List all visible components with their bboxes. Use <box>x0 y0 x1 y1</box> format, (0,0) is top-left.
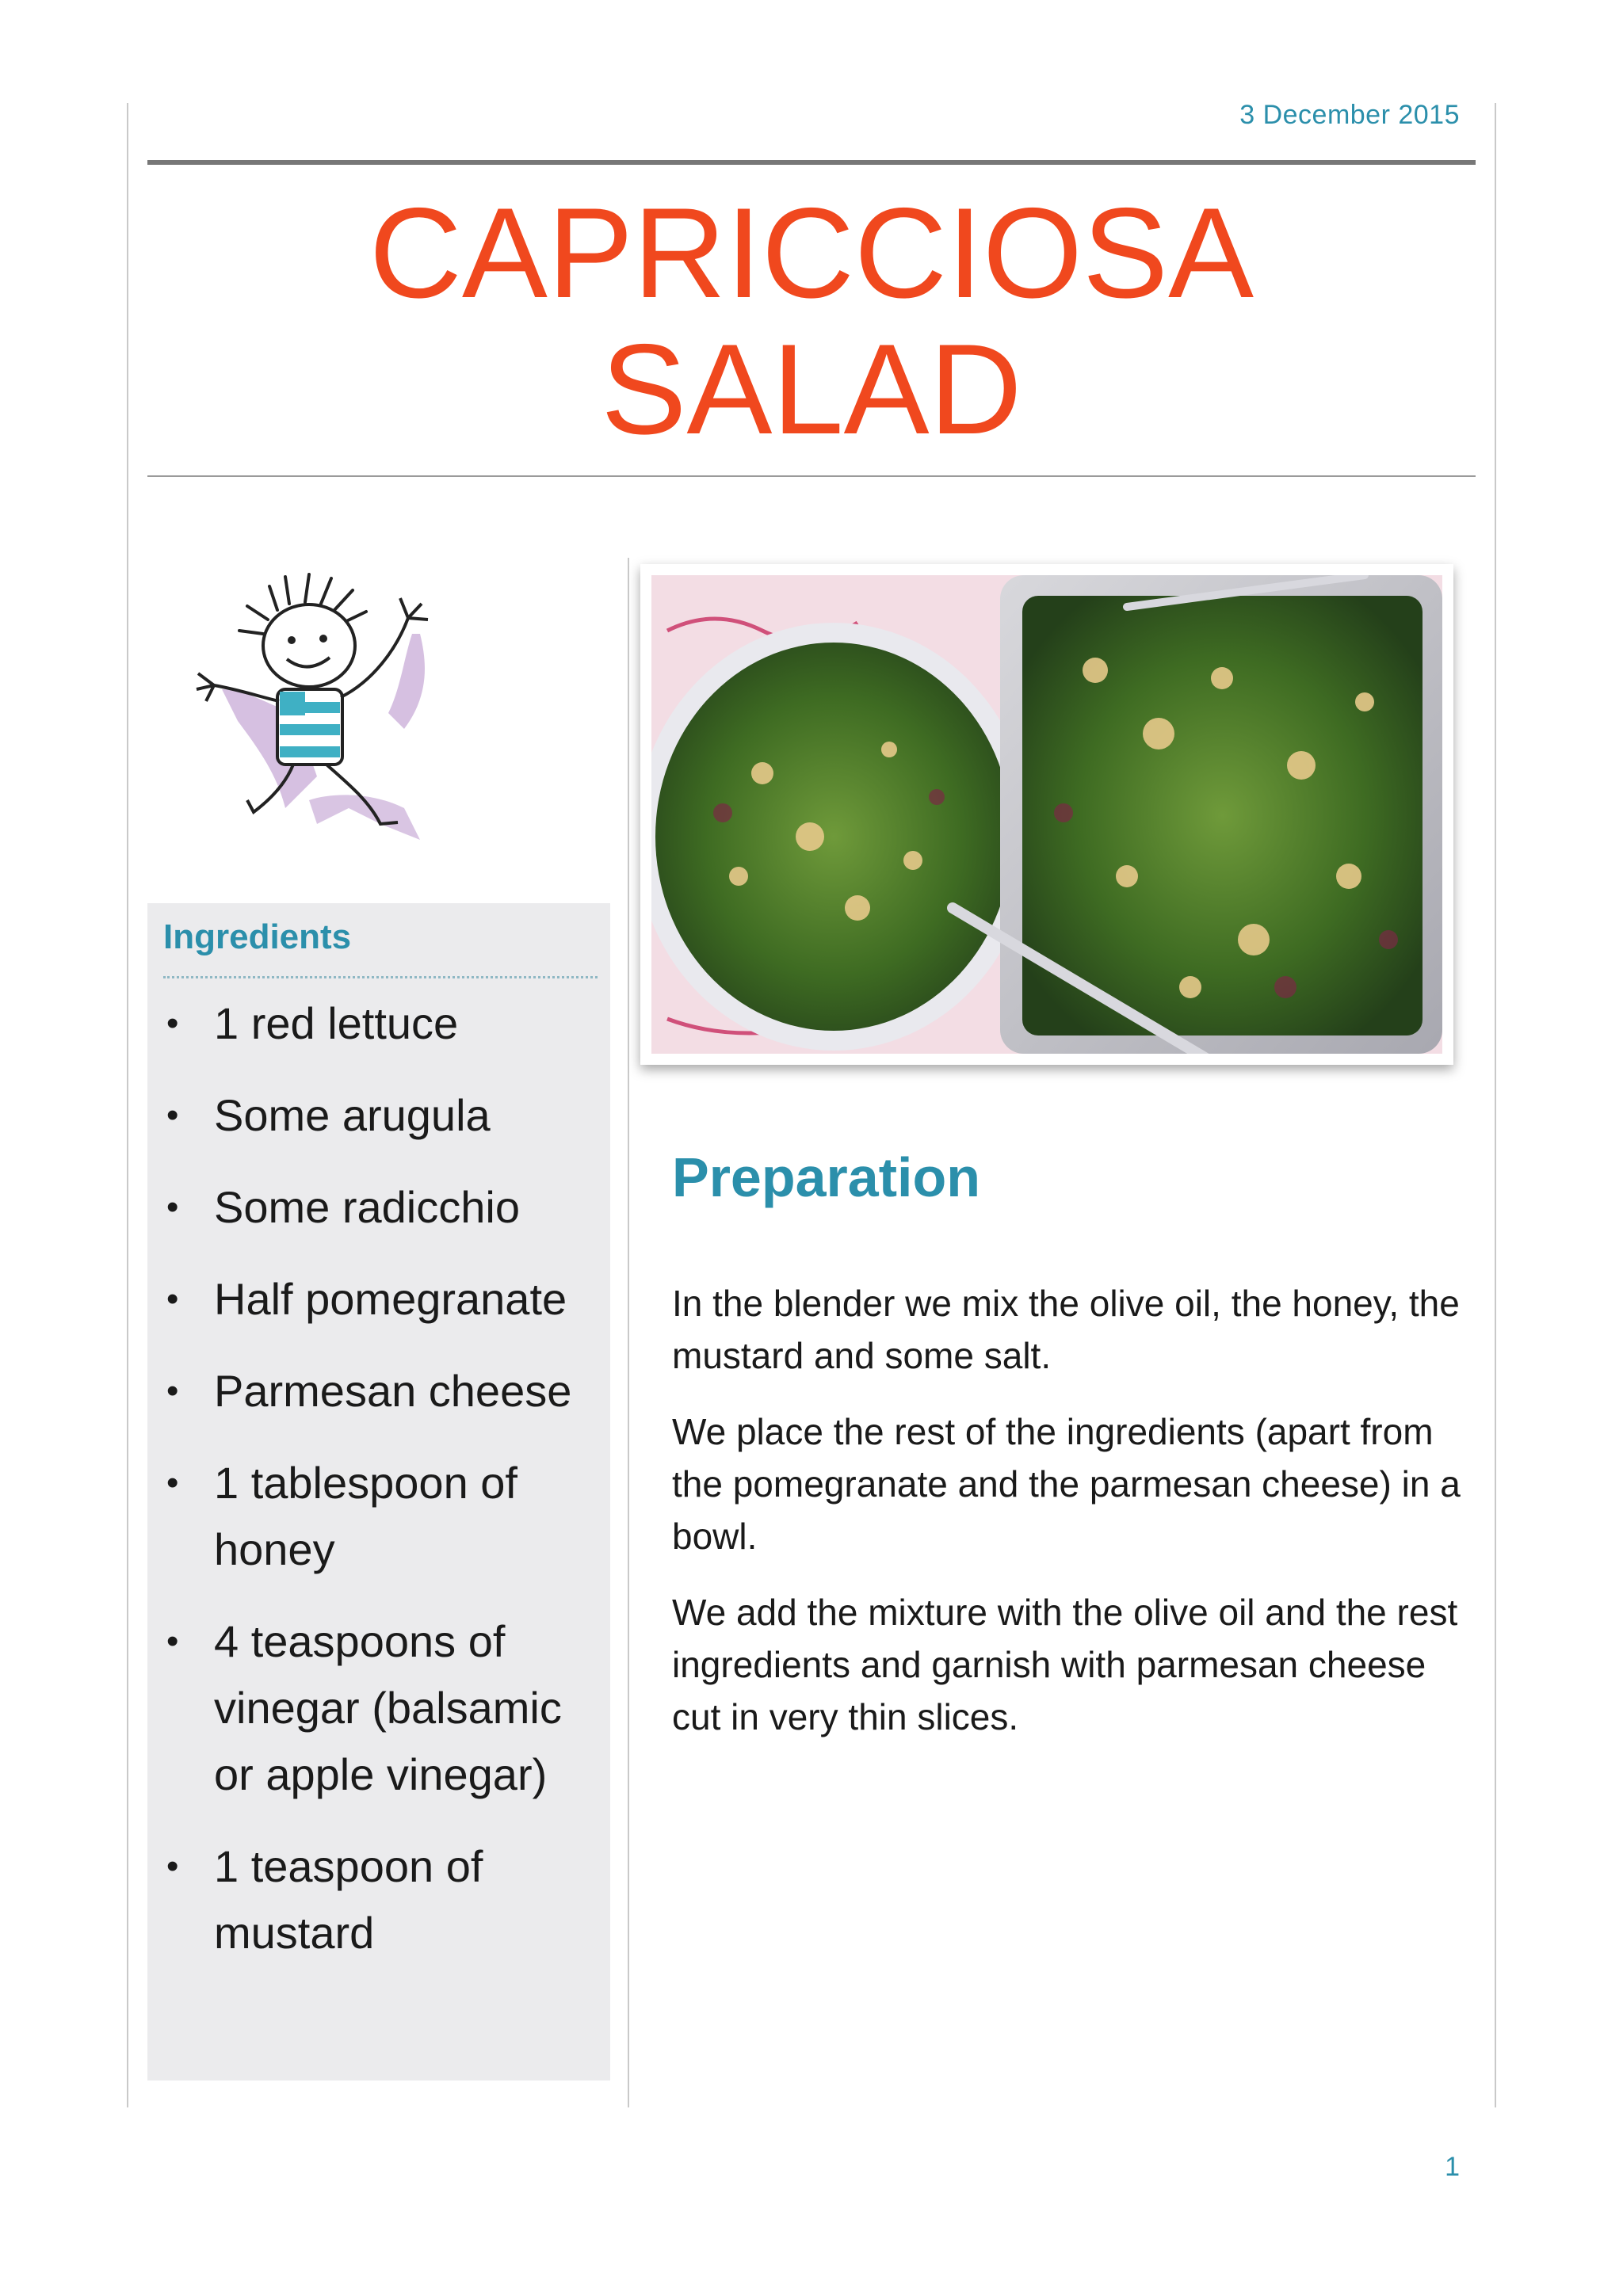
ingredient-item: • Half pomegranate <box>163 1266 607 1333</box>
ingredient-item: • Some arugula <box>163 1082 607 1149</box>
page-title <box>147 181 1476 461</box>
page-number: 1 <box>1445 2152 1460 2182</box>
jumping-child-illustration <box>190 570 539 856</box>
ingredients-heading: Ingredients <box>163 917 352 956</box>
ingredient-item: • 4 teaspoons of vinegar (balsamic or apple vinegar) <box>163 1608 607 1808</box>
preparation-heading: Preparation <box>672 1146 980 1208</box>
column-divider <box>628 558 629 2107</box>
title-line-2: SALAD <box>601 318 1022 461</box>
ingredient-item: • 1 red lettuce <box>163 990 607 1057</box>
document-date: 3 December 2015 <box>1239 100 1460 130</box>
preparation-step: In the blender we mix the olive oil, the honey, the mustard and some salt. <box>672 1283 1460 1376</box>
ingredient-item: • Parmesan cheese <box>163 1358 607 1425</box>
ingredient-item: • Some radicchio <box>163 1174 607 1241</box>
ingredients-divider <box>163 976 598 978</box>
preparation-step: We add the mixture with the olive oil and the rest ingredients and garnish with parmesan cheese cut in very thin slices. <box>672 1592 1458 1737</box>
page-frame-left <box>127 103 128 2107</box>
salad-photo <box>651 575 1442 1054</box>
ingredient-item: • 1 tablespoon of honey <box>163 1450 607 1583</box>
title-line-1: CAPRICCIOSA <box>369 181 1254 325</box>
ingredients-panel <box>147 903 610 2081</box>
title-rule <box>147 475 1476 477</box>
ingredient-item: • 1 teaspoon of mustard <box>163 1833 607 1966</box>
page-frame-right <box>1495 103 1496 2107</box>
header-rule <box>147 160 1476 165</box>
preparation-text <box>672 1277 1465 1767</box>
preparation-step: We place the rest of the ingredients (apart from the pomegranate and the parmesan cheese) in a bowl. <box>672 1411 1461 1557</box>
salad-photo-frame <box>640 564 1453 1065</box>
ingredients-list <box>163 990 607 1992</box>
